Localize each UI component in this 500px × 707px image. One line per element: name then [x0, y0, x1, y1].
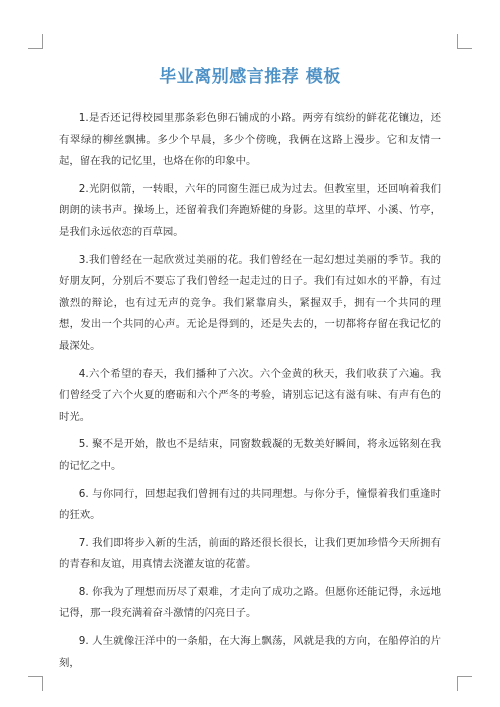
paragraph-3: 3.我们曾经在一起欣赏过美丽的花。我们曾经在一起幻想过美丽的季节。我的好朋友阿，分别后不要忘了我们曾经一起走过的日子。我们有过如水的平静，有过激烈的辩论，也有过无声的竞争。我们紧靠肩头，紧握双手，拥有一个共同的理想，发出一个共同的心声。无论是得到的，还是失去的，一切都将存留在我记忆的最深处。 [59, 253, 441, 352]
paragraph-9: 9. 人生就像汪洋中的一条船，在大海上飘荡，风就是我的方向，在船停泊的片刻， [59, 635, 441, 669]
paragraph-7: 7. 我们即将步入新的生活，前面的路还很长很长，让我们更加珍惜今天所拥有的青春和友谊，用真情去浇灌友谊的花蕾。 [59, 536, 441, 571]
crop-mark-top-right [457, 34, 472, 49]
paragraph-2: 2.光阴似箭，一转眼，六年的同窗生涯已成为过去。但教室里，还回响着我们朗朗的读书声。操场上，还留着我们奔跑矫健的身影。这里的草坪、小溪、竹亭，是我们永远依恋的百草园。 [59, 182, 441, 238]
crop-mark-top-left [28, 34, 43, 49]
paragraph-4: 4.六个希望的春天，我们播种了六次。六个金黄的秋天，我们收获了六遍。我们曾经受了六个火夏的磨砺和六个严冬的考验，请别忘记这有滋有味、有声有色的时光。 [59, 367, 441, 423]
paragraph-1: 1.是否还记得校园里那条彩色卵石铺成的小路。两旁有缤纷的鲜花花镶边，还有翠绿的柳丝飘拂。多少个早晨，多少个傍晚，我俩在这路上漫步。它和友情一起，留在我的记忆里，也烙在你的印象中。 [59, 112, 441, 168]
crop-mark-bottom-right [457, 676, 472, 691]
paragraph-6: 6. 与你同行，回想起我们曾拥有过的共同理想。与你分手，憧憬着我们重逢时的狂欢。 [59, 487, 441, 522]
paragraph-5: 5. 聚不是开始，散也不是结束，同窗数载凝的无数美好瞬间，将永远铭刻在我的记忆之中。 [59, 438, 441, 472]
document-body [59, 108, 441, 680]
document-title: 毕业离别感言推荐 模板 [159, 67, 341, 87]
crop-mark-bottom-left [28, 676, 43, 691]
paragraph-8: 8. 你我为了理想而历尽了艰难，才走向了成功之路。但愿你还能记得，永远地记得，那一段充满着奋斗激情的闪亮日子。 [59, 585, 441, 620]
